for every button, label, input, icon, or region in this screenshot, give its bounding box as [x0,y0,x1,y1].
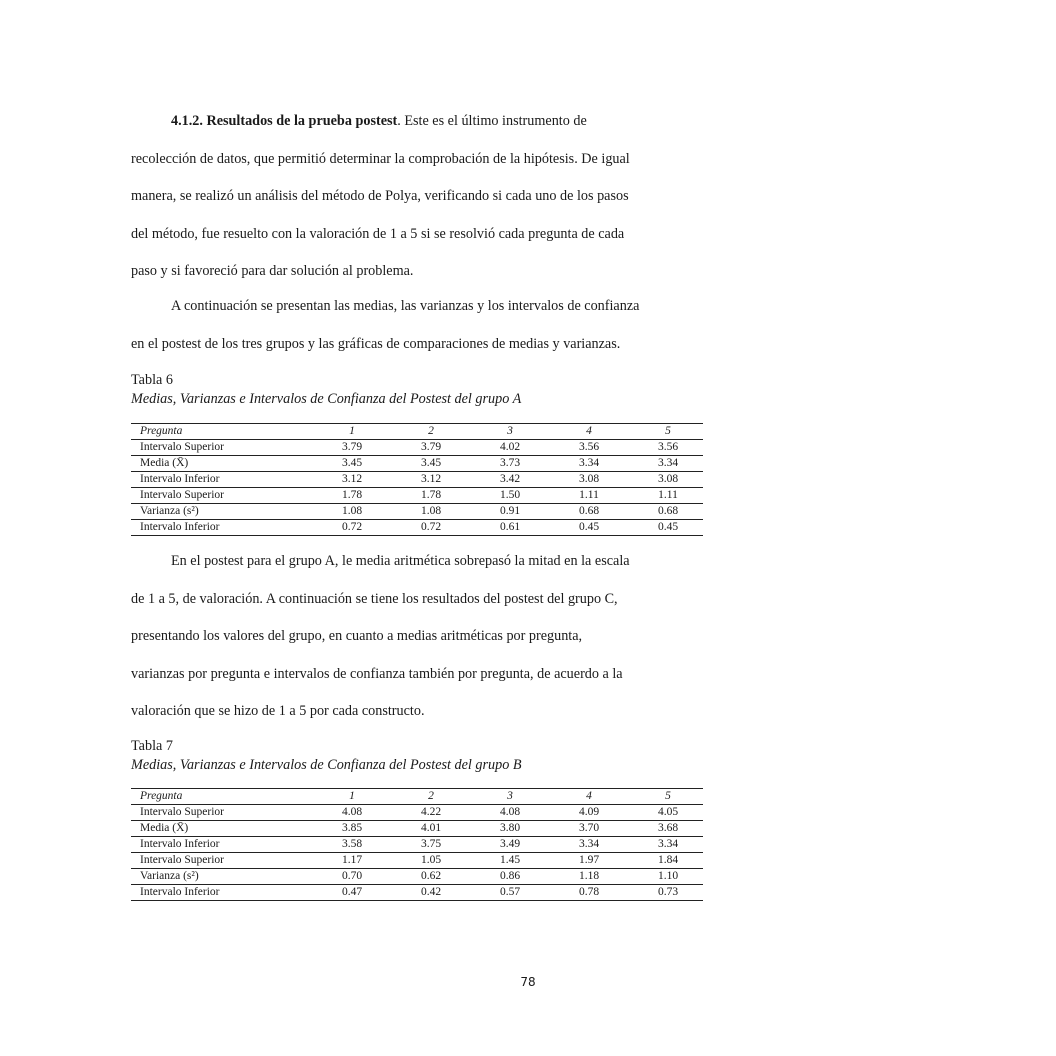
paragraph-results-postest [131,103,703,291]
table-cell: 3.79 [308,440,387,456]
table-cell: 1.17 [308,853,387,869]
table-cell: 0.70 [308,869,387,885]
table-cell: 3.73 [466,456,545,472]
table-cell: 1.11 [545,488,624,504]
table-cell: 3.08 [624,472,703,488]
row-label: Media (X̄) [131,456,308,472]
table-cell: 3.45 [387,456,466,472]
table-cell: 4.08 [466,805,545,821]
table-cell: 0.45 [545,520,624,536]
section-heading: 4.1.2. Resultados de la prueba postest [171,113,398,129]
table-cell: 3.56 [624,440,703,456]
table-7-number: Tabla 7 [131,738,173,754]
table-row [131,869,703,885]
table-cell: 3.12 [387,472,466,488]
table-7-caption: Medias, Varianzas e Intervalos de Confianza del Postest del grupo B [131,757,522,773]
table-cell: 1.08 [387,504,466,520]
table-cell: 0.86 [466,869,545,885]
table-row [131,853,703,869]
table-cell: 3.34 [624,837,703,853]
paragraph-line: del método, fue resuelto con la valoración de 1 a 5 si se resolvió cada pregunta de cada [131,225,625,242]
row-label: Intervalo Superior [131,805,308,821]
table-header-cell: 2 [387,789,466,805]
table-header-cell: Pregunta [131,424,308,440]
table-header-row [131,789,703,805]
row-label: Intervalo Inferior [131,837,308,853]
table-header-cell: 5 [624,789,703,805]
table-cell: 0.61 [466,520,545,536]
table-row [131,440,703,456]
table-row [131,456,703,472]
section-heading-rest: . Este es el último instrumento de [397,113,587,129]
table-header-cell: 3 [466,789,545,805]
table-cell: 3.68 [624,821,703,837]
paragraph-line: valoración que se hizo de 1 a 5 por cada constructo. [131,703,425,719]
table-header-cell: 5 [624,424,703,440]
table-cell: 4.01 [387,821,466,837]
table-cell: 3.79 [387,440,466,456]
table-cell: 4.22 [387,805,466,821]
table-cell: 3.34 [624,456,703,472]
table-row [131,885,703,901]
table-cell: 3.80 [466,821,545,837]
table-cell: 1.18 [545,869,624,885]
table-cell: 4.09 [545,805,624,821]
row-label: Intervalo Superior [131,440,308,456]
table-row [131,837,703,853]
row-label: Varianza (s²) [131,869,308,885]
table-header-row [131,424,703,440]
table-cell: 1.45 [466,853,545,869]
row-label: Intervalo Superior [131,853,308,869]
table-cell: 1.84 [624,853,703,869]
table-header-cell: Pregunta [131,789,308,805]
table-cell: 3.08 [545,472,624,488]
table-6-caption: Medias, Varianzas e Intervalos de Confianza del Postest del grupo A [131,391,522,407]
paragraph-intro-tables [131,288,703,363]
table-cell: 3.34 [545,456,624,472]
table-cell: 4.02 [466,440,545,456]
table-header-cell: 2 [387,424,466,440]
table-header-cell: 1 [308,789,387,805]
table-header-cell: 1 [308,424,387,440]
table-row [131,805,703,821]
table-cell: 0.68 [545,504,624,520]
row-label: Varianza (s²) [131,504,308,520]
table-cell: 1.10 [624,869,703,885]
table-cell: 4.05 [624,805,703,821]
table-cell: 0.91 [466,504,545,520]
table-cell: 3.85 [308,821,387,837]
table-cell: 3.56 [545,440,624,456]
table-cell: 0.68 [624,504,703,520]
table-row [131,488,703,504]
table-cell: 3.34 [545,837,624,853]
row-label: Intervalo Inferior [131,885,308,901]
table-cell: 1.78 [387,488,466,504]
table-cell: 3.70 [545,821,624,837]
paragraph-first-line [131,103,703,141]
row-label: Intervalo Inferior [131,520,308,536]
paragraph-line: de 1 a 5, de valoración. A continuación se tiene los resultados del postest del grupo C, [131,590,618,607]
table-cell: 3.42 [466,472,545,488]
paragraph-line: En el postest para el grupo A, le media aritmética sobrepasó la mitad en la escala [171,553,630,569]
paragraph-line: manera, se realizó un análisis del método de Polya, verificando si cada uno de los pasos [131,188,629,204]
table-row [131,472,703,488]
table-cell: 0.72 [308,520,387,536]
table-cell: 4.08 [308,805,387,821]
table-cell: 1.11 [624,488,703,504]
table-row [131,504,703,520]
paragraph-line: paso y si favoreció para dar solución al problema. [131,263,414,279]
table-cell: 3.75 [387,837,466,853]
table-cell: 0.42 [387,885,466,901]
table-cell: 1.05 [387,853,466,869]
table-header-cell: 4 [545,789,624,805]
row-label: Intervalo Inferior [131,472,308,488]
page-number: 78 [520,975,536,989]
table-cell: 3.58 [308,837,387,853]
table-cell: 3.49 [466,837,545,853]
table-cell: 0.45 [624,520,703,536]
paragraph-line: varianzas por pregunta e intervalos de confianza también por pregunta, de acuerdo a la [131,665,623,682]
table-cell: 0.78 [545,885,624,901]
table-cell: 0.47 [308,885,387,901]
table-cell: 1.78 [308,488,387,504]
row-label: Intervalo Superior [131,488,308,504]
table-cell: 3.45 [308,456,387,472]
paragraph-line: A continuación se presentan las medias, las varianzas y los intervalos de confianza [171,298,640,314]
table-row [131,821,703,837]
table-header-cell: 3 [466,424,545,440]
table-cell: 1.97 [545,853,624,869]
table-header-cell: 4 [545,424,624,440]
table-7 [131,788,703,901]
table-cell: 3.12 [308,472,387,488]
row-label: Media (X̄) [131,821,308,837]
table-row [131,520,703,536]
table-cell: 1.50 [466,488,545,504]
paragraph-line: en el postest de los tres grupos y las gráficas de comparaciones de medias y varianzas. [131,335,621,352]
table-6-number: Tabla 6 [131,372,173,388]
table-cell: 1.08 [308,504,387,520]
paragraph-line: recolección de datos, que permitió determinar la comprobación de la hipótesis. De igual [131,150,630,167]
table-cell: 0.72 [387,520,466,536]
table-cell: 0.73 [624,885,703,901]
paragraph-line: presentando los valores del grupo, en cuanto a medias aritméticas por pregunta, [131,628,583,644]
table-cell: 0.62 [387,869,466,885]
table-cell: 0.57 [466,885,545,901]
table-6 [131,423,703,536]
paragraph-group-a-summary [131,543,703,731]
